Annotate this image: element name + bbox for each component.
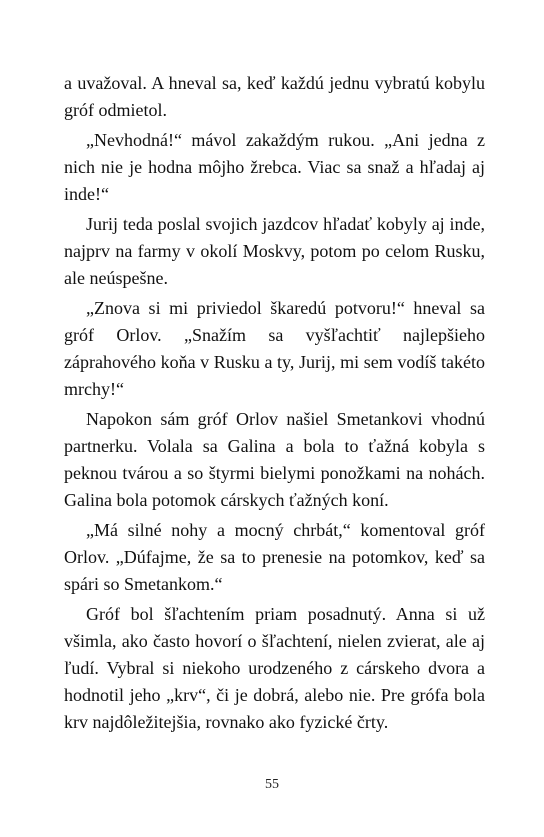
paragraph-1: a uvažoval. A hneval sa, keď každú jednu vybratú kobylu gróf odmietol.	[64, 73, 485, 120]
paragraph-3: Jurij teda poslal svojich jazdcov hľadať kobyly aj inde, najprv na farmy v okolí Moskvy, potom po celom Rusku, ale neúspešne.	[64, 214, 485, 288]
body-text	[64, 70, 485, 739]
paragraph-2: „Nevhodná!“ mávol zakaždým rukou. „Ani jedna z nich nie je hodna môjho žrebca. Viac sa snaž a hľadaj aj inde!“	[64, 130, 485, 204]
paragraph-7: Gróf bol šľachtením priam posadnutý. Anna si už všimla, ako často hovorí o šľachtení, nielen zvierat, ale aj ľudí. Vybral si niekoho urodzeného z cárskeho dvora a hodnotil jeho „krv“, či je dobrá, alebo nie. Pre grófa bola krv najdôležitejšia, rovnako ako fyzické črty.	[64, 604, 485, 732]
paragraph-4: „Znova si mi priviedol škaredú potvoru!“ hneval sa gróf Orlov. „Snažím sa vyšľachtiť najlepšieho záprahového koňa v Rusku a ty, Jurij, mi sem vodíš takéto mrchy!“	[64, 298, 485, 399]
paragraph-6: „Má silné nohy a mocný chrbát,“ komentoval gróf Orlov. „Dúfajme, že sa to prenesie na potomkov, keď sa spári so Smetankom.“	[64, 520, 485, 594]
page-number: 55	[265, 777, 279, 792]
paragraph-5: Napokon sám gróf Orlov našiel Smetankovi vhodnú partnerku. Volala sa Galina a bola to ťažná kobyla s peknou tvárou a so štyrmi bielymi ponožkami na nohách. Galina bola potomok cárskych ťažných koní.	[64, 409, 485, 510]
